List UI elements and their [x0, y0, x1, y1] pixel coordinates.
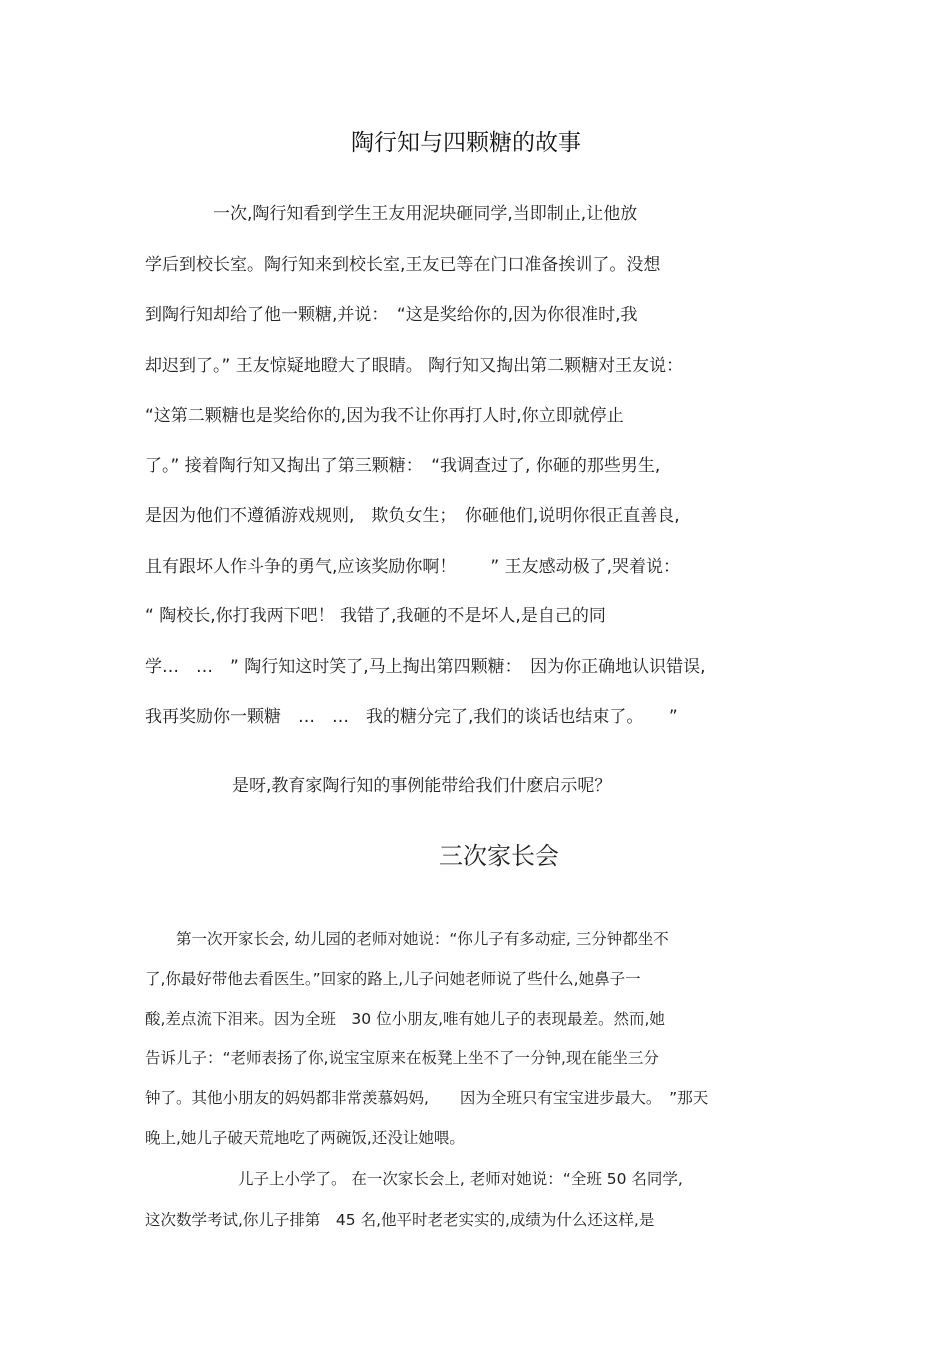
story1-line: 且有跟坏人作斗争的勇气,应该奖励你啊！ ” 王友感动极了,哭着说： [145, 557, 681, 577]
story1-title: 陶行知与四颗糖的故事 [351, 130, 581, 156]
story2-line: 告诉儿子：“老师表扬了你,说宝宝原来在板凳上坐不了一分钟,现在能坐三分 [145, 1049, 659, 1067]
story2-line: 了,你最好带他去看医生。”回家的路上,儿子问她老师说了些什么,她鼻子一 [145, 970, 641, 988]
story1-line: 学… … ” 陶行知这时笑了,马上掏出第四颗糖： 因为你正确地认识错误, [145, 657, 706, 677]
story2-line: 儿子上小学了。 在一次家长会上, 老师对她说：“全班 50 名同学, [145, 1170, 683, 1188]
story2-line: 钟了。其他小朋友的妈妈都非常羡慕妈妈, 因为全班只有宝宝进步最大。 ”那天 [145, 1089, 709, 1107]
story1-line: 我再奖励你一颗糖 … … 我的糖分完了,我们的谈话也结束了。 ” [145, 707, 678, 727]
story1-line: 是因为他们不遵循游戏规则, 欺负女生； 你砸他们,说明你很正直善良, [145, 506, 680, 526]
story1-question: 是呀,教育家陶行知的事例能带给我们什麽启示呢？ [232, 776, 612, 796]
story2-line: 晚上,她儿子破天荒地吃了两碗饭,还没让她喂。 [145, 1129, 465, 1147]
story1-line: “这第二颗糖也是奖给你的,因为我不让你再打人时,你立即就停止 [145, 406, 624, 426]
story2-line: 酸,差点流下泪来。因为全班 30 位小朋友,唯有她儿子的表现最差。然而,她 [145, 1010, 665, 1028]
story1-line: “ 陶校长,你打我两下吧！ 我错了,我砸的不是坏人,是自己的同 [145, 606, 606, 626]
story2-line: 这次数学考试,你儿子排第 45 名,他平时老老实实的,成绩为什么还这样,是 [145, 1211, 655, 1229]
story1-line: 却迟到了。” 王友惊疑地瞪大了眼睛。 陶行知又掏出第二颗糖对王友说： [145, 356, 684, 376]
story1-line: 一次,陶行知看到学生王友用泥块砸同学,当即制止,让他放 [145, 204, 638, 224]
story1-line: 学后到校长室。陶行知来到校长室,王友已等在门口准备挨训了。没想 [145, 255, 661, 275]
story1-line: 了。” 接着陶行知又掏出了第三颗糖： “我调查过了, 你砸的那些男生, [145, 456, 661, 476]
story2-line: 第一次开家长会, 幼儿园的老师对她说：“你儿子有多动症, 三分钟都坐不 [145, 930, 669, 948]
story2-title: 三次家长会 [439, 842, 559, 870]
story1-line: 到陶行知却给了他一颗糖,并说： “这是奖给你的,因为你很准时,我 [145, 305, 638, 325]
